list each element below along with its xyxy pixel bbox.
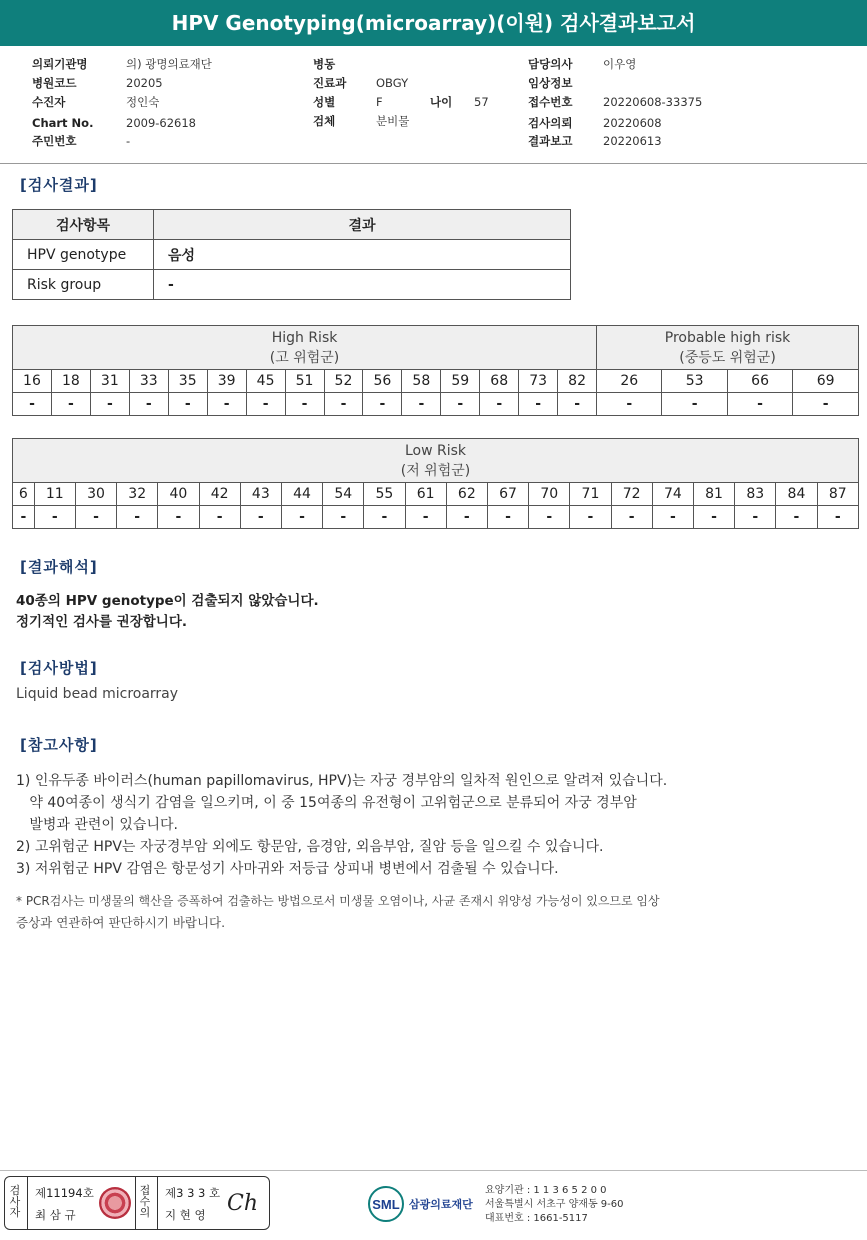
interpretation-line: 정기적인 검사를 권장합니다. [16,614,188,630]
hpv-result-cell: - [364,506,405,529]
hpv-type-cell: 16 [13,370,52,393]
hpv-result-cell: - [323,506,364,529]
section-interpretation-title: [결과해석] [20,558,98,576]
label-hospital-code: 병원코드 [32,76,77,90]
section-method-title: [검사방법] [20,659,98,677]
hpv-type-cell: 55 [364,483,405,506]
result-item: HPV genotype [13,240,154,270]
high-risk-table [12,325,859,416]
hpv-type-cell: 51 [285,370,324,393]
probable-high-risk-title: Probable high risk [664,329,791,346]
hpv-type-cell: 30 [75,483,116,506]
hpv-result-cell: - [652,506,693,529]
hpv-type-cell: 53 [662,370,727,393]
value-age: 57 [474,95,489,109]
low-risk-result-row [13,506,859,529]
divider [135,1177,136,1229]
signature-box [4,1176,270,1230]
low-risk-type-row [13,483,859,506]
reference-line: 3) 저위험군 HPV 감염은 항문성기 사마귀와 저등급 상피내 병변에서 검출될 수 있습니다. [16,861,559,877]
value-department: OBGY [376,76,409,90]
pcr-note-line: * PCR검사는 미생물의 핵산을 증폭하여 검출하는 방법으로서 미생물 오염이나, 사균 존재시 위양성 가능성이 있으므로 임상 [16,894,660,908]
address-line: 요양기관 : 1 1 3 6 5 2 0 0 [485,1185,607,1196]
result-value: - [154,270,571,300]
inspector-label: 검사자 [9,1184,21,1219]
hpv-type-cell: 67 [487,483,528,506]
hpv-type-cell: 58 [402,370,441,393]
inspector-name: 최 삼 규 [35,1208,76,1222]
logo-text: SML [372,1197,400,1212]
method-text: Liquid bead microarray [16,686,179,702]
high-risk-title: High Risk [271,329,338,346]
hpv-type-cell: 11 [34,483,75,506]
label-patient: 수진자 [32,95,66,109]
inspector-number: 제11194호 [35,1186,94,1200]
header-divider [0,163,867,164]
hpv-result-cell: - [446,506,487,529]
value-report-date: 20220613 [603,134,662,148]
high-risk-subtitle: (고 위험군) [269,349,340,366]
hpv-result-cell: - [246,393,285,416]
hpv-result-cell: - [75,506,116,529]
low-risk-subtitle: (저 위험군) [400,462,471,479]
hpv-type-cell: 45 [246,370,285,393]
hpv-type-cell: 6 [13,483,35,506]
high-risk-type-row [13,370,859,393]
report-title: HPV Genotyping(microarray)(이원) 검사결과보고서 [0,0,867,46]
result-table [12,209,571,300]
value-specimen: 분비물 [376,114,410,128]
hpv-result-cell: - [735,506,776,529]
hpv-type-cell: 40 [158,483,199,506]
section-result-title: [검사결과] [20,176,98,194]
hpv-result-cell: - [285,393,324,416]
address-line: 대표번호 : 1661-5117 [485,1213,588,1224]
hpv-result-cell: - [90,393,129,416]
table-row [13,240,571,270]
hpv-result-cell: - [324,393,363,416]
reviewer-name: 지 현 영 [165,1208,206,1222]
org-address [485,1184,624,1226]
hpv-type-cell: 44 [281,483,322,506]
hpv-result-cell: - [793,393,859,416]
hpv-result-cell: - [168,393,207,416]
section-reference-title: [참고사항] [20,736,98,754]
label-receipt-no: 접수번호 [528,95,573,109]
label-specimen: 검체 [313,114,336,128]
result-header-result: 결과 [154,210,571,240]
hpv-result-cell: - [402,393,441,416]
hpv-result-cell: - [34,506,75,529]
value-resident-no: - [126,134,131,148]
low-risk-table [12,438,859,529]
interpretation-line: 40종의 HPV genotype이 검출되지 않았습니다. [16,593,319,609]
value-patient: 정인숙 [126,95,160,109]
hpv-result-cell: - [129,393,168,416]
hpv-result-cell: - [727,393,792,416]
hpv-result-cell: - [487,506,528,529]
divider [27,1177,28,1229]
value-hospital-code: 20205 [126,76,163,90]
hpv-result-cell: - [158,506,199,529]
hpv-result-cell: - [693,506,734,529]
probable-high-risk-header [597,326,859,370]
hpv-result-cell: - [480,393,519,416]
hpv-type-cell: 73 [519,370,558,393]
reference-line: 약 40여종이 생식기 감염을 일으키며, 이 중 15여종의 유전형이 고위험군으로 분류되어 자궁 경부암 [16,795,637,811]
hpv-type-cell: 66 [727,370,792,393]
high-risk-result-row [13,393,859,416]
hpv-type-cell: 32 [117,483,158,506]
value-requester: 의) 광명의료재단 [126,57,212,71]
reviewer-number: 제3 3 3 호 [165,1186,221,1200]
low-risk-title: Low Risk [404,442,467,459]
hpv-type-cell: 31 [90,370,129,393]
hpv-result-cell: - [441,393,480,416]
label-department: 진료과 [313,76,347,90]
hpv-result-cell: - [281,506,322,529]
high-risk-header [13,326,597,370]
official-seal-icon [99,1187,131,1219]
reference-line: 발병과 관련이 있습니다. [16,817,178,833]
hpv-type-cell: 62 [446,483,487,506]
reference-line: 2) 고위험군 HPV는 자궁경부암 외에도 항문암, 음경암, 외음부암, 질암 등을 일으킬 수 있습니다. [16,839,604,855]
label-requester: 의뢰기관명 [32,57,88,71]
value-request-date: 20220608 [603,116,662,130]
sml-logo-icon [366,1184,406,1224]
reviewer-label: 접수의 [139,1184,151,1219]
label-sex: 성별 [313,95,336,109]
hpv-type-cell: 83 [735,483,776,506]
label-ward: 병동 [313,57,336,71]
hpv-type-cell: 70 [529,483,570,506]
hpv-result-cell: - [363,393,402,416]
hpv-type-cell: 82 [558,370,597,393]
value-receipt-no: 20220608-33375 [603,95,703,109]
result-value: 음성 [154,240,571,270]
pcr-note-line: 증상과 연관하여 판단하시기 바랍니다. [16,915,226,930]
hpv-result-cell: - [570,506,611,529]
hpv-type-cell: 35 [168,370,207,393]
reference-line: 1) 인유두종 바이러스(human papillomavirus, HPV)는 자궁 경부암의 일차적 원인으로 알려져 있습니다. [16,773,668,789]
address-line: 서울특별시 서초구 양재동 9-60 [485,1199,624,1210]
hpv-result-cell: - [776,506,817,529]
hpv-type-cell: 18 [51,370,90,393]
org-name: 삼광의료재단 [409,1198,473,1211]
hpv-type-cell: 87 [817,483,858,506]
label-chart-no: Chart No. [32,116,94,130]
hpv-type-cell: 42 [199,483,240,506]
hpv-result-cell: - [558,393,597,416]
low-risk-header [13,439,859,483]
hpv-result-cell: - [199,506,240,529]
hpv-type-cell: 72 [611,483,652,506]
hpv-type-cell: 74 [652,483,693,506]
hpv-type-cell: 56 [363,370,402,393]
label-doctor: 담당의사 [528,57,573,71]
result-item: Risk group [13,270,154,300]
hpv-type-cell: 68 [480,370,519,393]
hpv-result-cell: - [13,393,52,416]
hpv-type-cell: 39 [207,370,246,393]
hpv-type-cell: 43 [240,483,281,506]
value-doctor: 이우영 [603,57,637,71]
footer-divider [0,1170,867,1171]
hpv-result-cell: - [817,506,858,529]
hpv-type-cell: 52 [324,370,363,393]
hpv-result-cell: - [51,393,90,416]
hpv-type-cell: 69 [793,370,859,393]
hpv-result-cell: - [611,506,652,529]
probable-high-risk-subtitle: (중등도 위험군) [679,349,776,366]
result-header-item: 검사항목 [13,210,154,240]
signature: Ch [227,1191,259,1216]
hpv-type-cell: 84 [776,483,817,506]
hpv-result-cell: - [13,506,35,529]
hpv-result-cell: - [529,506,570,529]
hpv-result-cell: - [117,506,158,529]
label-clinical-info: 임상정보 [528,76,573,90]
hpv-type-cell: 59 [441,370,480,393]
label-report-date: 결과보고 [528,134,573,148]
hpv-type-cell: 26 [597,370,662,393]
hpv-result-cell: - [240,506,281,529]
label-age: 나이 [430,95,453,109]
hpv-result-cell: - [597,393,662,416]
hpv-result-cell: - [519,393,558,416]
divider [157,1177,158,1229]
value-sex: F [376,95,383,109]
hpv-type-cell: 54 [323,483,364,506]
table-row [13,270,571,300]
hpv-type-cell: 81 [693,483,734,506]
hpv-type-cell: 71 [570,483,611,506]
label-resident-no: 주민번호 [32,134,77,148]
hpv-type-cell: 61 [405,483,446,506]
hpv-result-cell: - [207,393,246,416]
hpv-type-cell: 33 [129,370,168,393]
value-chart-no: 2009-62618 [126,116,196,130]
hpv-result-cell: - [662,393,727,416]
label-request-date: 검사의뢰 [528,116,573,130]
hpv-result-cell: - [405,506,446,529]
